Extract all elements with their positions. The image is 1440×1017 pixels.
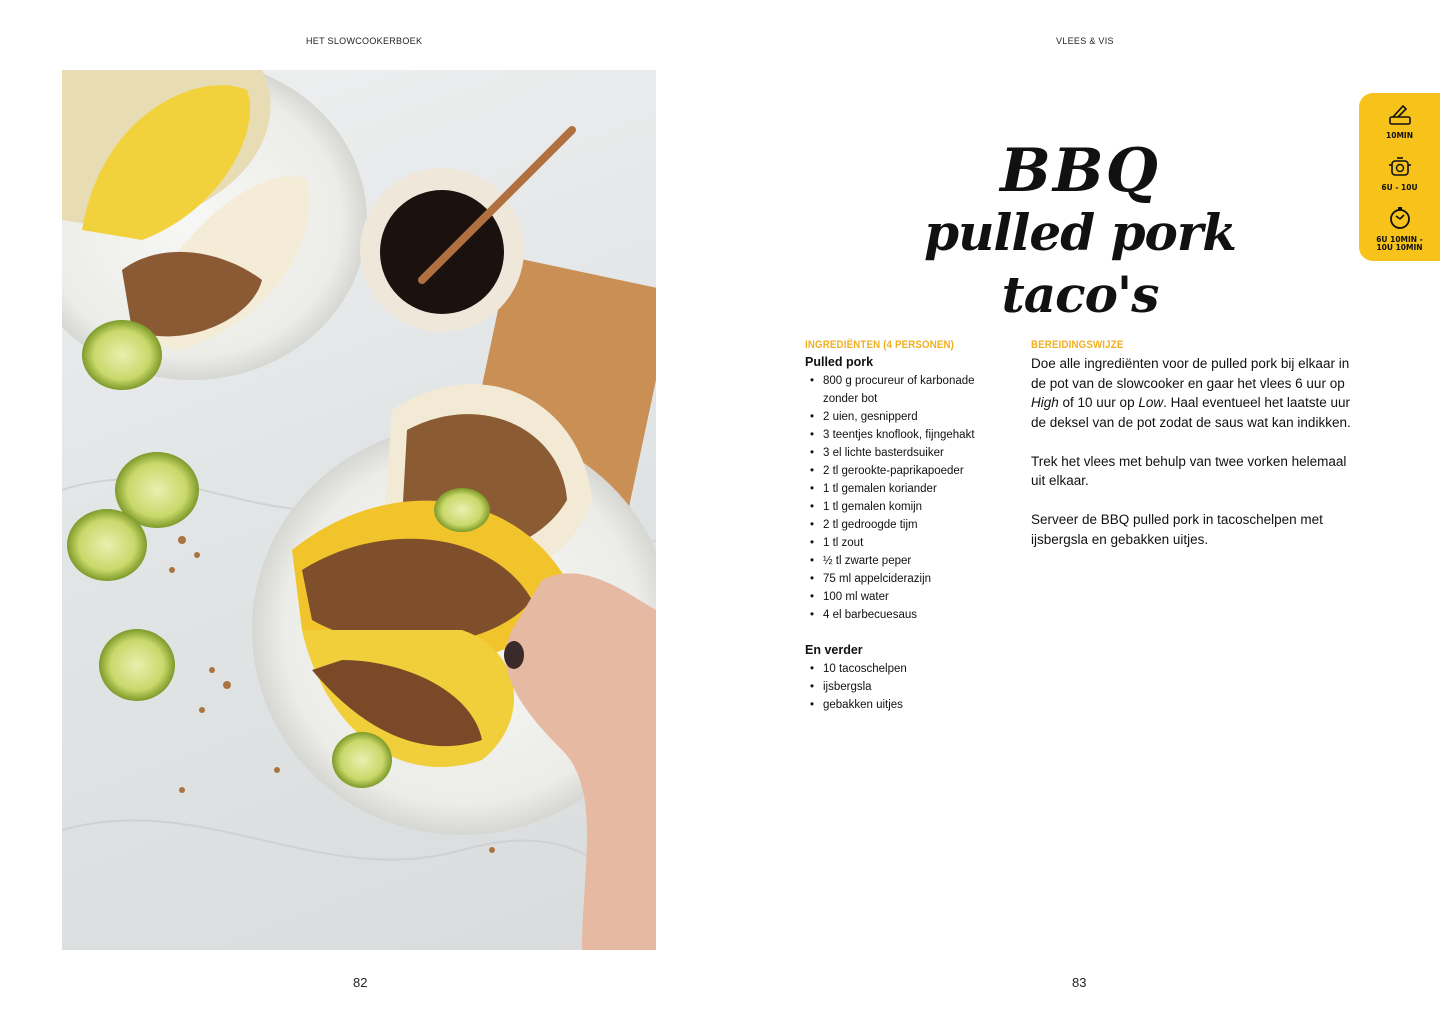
ingredients-group-title: Pulled pork [805,355,874,369]
method-section [1031,338,1356,569]
prep-time-label: 10MIN [1386,131,1413,140]
stopwatch-icon [1387,205,1413,231]
list-item: • 2 tl gedroogde tijm [805,516,1010,534]
ingredients-list [805,372,1010,624]
list-item: • 3 teentjes knoflook, fijngehakt [805,426,1010,444]
list-item: • 10 tacoschelpen [805,660,1010,678]
slowcooker-icon [1387,155,1413,179]
list-item: • 100 ml water [805,588,1010,606]
recipe-title-line2: pulled pork taco's [924,203,1236,324]
cook-time [1359,155,1440,192]
list-item: • 1 tl gemalen koriander [805,480,1010,498]
knife-board-icon [1387,103,1413,127]
page-number-right: 83 [1072,975,1087,990]
list-item: • 1 tl gemalen komijn [805,498,1010,516]
list-item: • 75 ml appelciderazijn [805,570,1010,588]
method-text-low: Low [1138,395,1164,410]
method-paragraph: Serveer de BBQ pulled pork in tacoschelpen met ijsbergsla en gebakken uitjes. [1031,512,1323,547]
ingredients-section [805,338,1010,714]
list-item: • 3 el lichte basterdsuiker [805,444,1010,462]
ingredients-list-extra [805,660,1010,714]
recipe-title-line1: BBQ [1000,136,1160,206]
prep-time [1359,103,1440,140]
list-item: • 2 tl gerookte-paprikapoeder [805,462,1010,480]
method-text: of 10 uur op [1058,395,1139,410]
running-head-left: HET SLOWCOOKERBOEK [306,36,423,46]
list-item: • ½ tl zwarte peper [805,552,1010,570]
ingredients-heading: INGREDIËNTEN (4 PERSONEN) [805,339,955,351]
list-item: • 1 tl zout [805,534,1010,552]
method-text-high: High [1031,395,1059,410]
food-photo [62,70,656,950]
method-paragraph: Trek het vlees met behulp van twee vorken helemaal uit elkaar. [1031,453,1347,488]
page-number-left: 82 [353,975,368,990]
total-time [1359,205,1440,252]
ingredients-group-title: En verder [805,643,863,657]
method-heading: BEREIDINGSWIJZE [1031,339,1124,351]
list-item: • ijsbergsla [805,678,1010,696]
method-paragraph [1031,354,1356,432]
list-item: • 800 g procureur of karbonade zonder bot [805,372,1010,408]
time-tab [1359,93,1440,261]
list-item: • gebakken uitjes [805,696,1010,714]
total-time-label: 6U 10MIN - 10U 10MIN [1376,235,1423,252]
cook-time-label: 6U - 10U [1381,183,1418,192]
running-head-right: VLEES & VIS [1056,36,1114,46]
method-text: Doe alle ingrediënten voor de pulled pork bij elkaar in de pot van de slowcooker en gaar het vlees 6 uur op [1031,356,1350,391]
list-item: • 2 uien, gesnipperd [805,408,1010,426]
list-item: • 4 el barbecuesaus [805,606,1010,624]
recipe-title [860,136,1300,326]
method-text: . Haal eventueel het laatste uur de deksel van de pot zodat de saus wat kan indikken. [1031,395,1351,430]
